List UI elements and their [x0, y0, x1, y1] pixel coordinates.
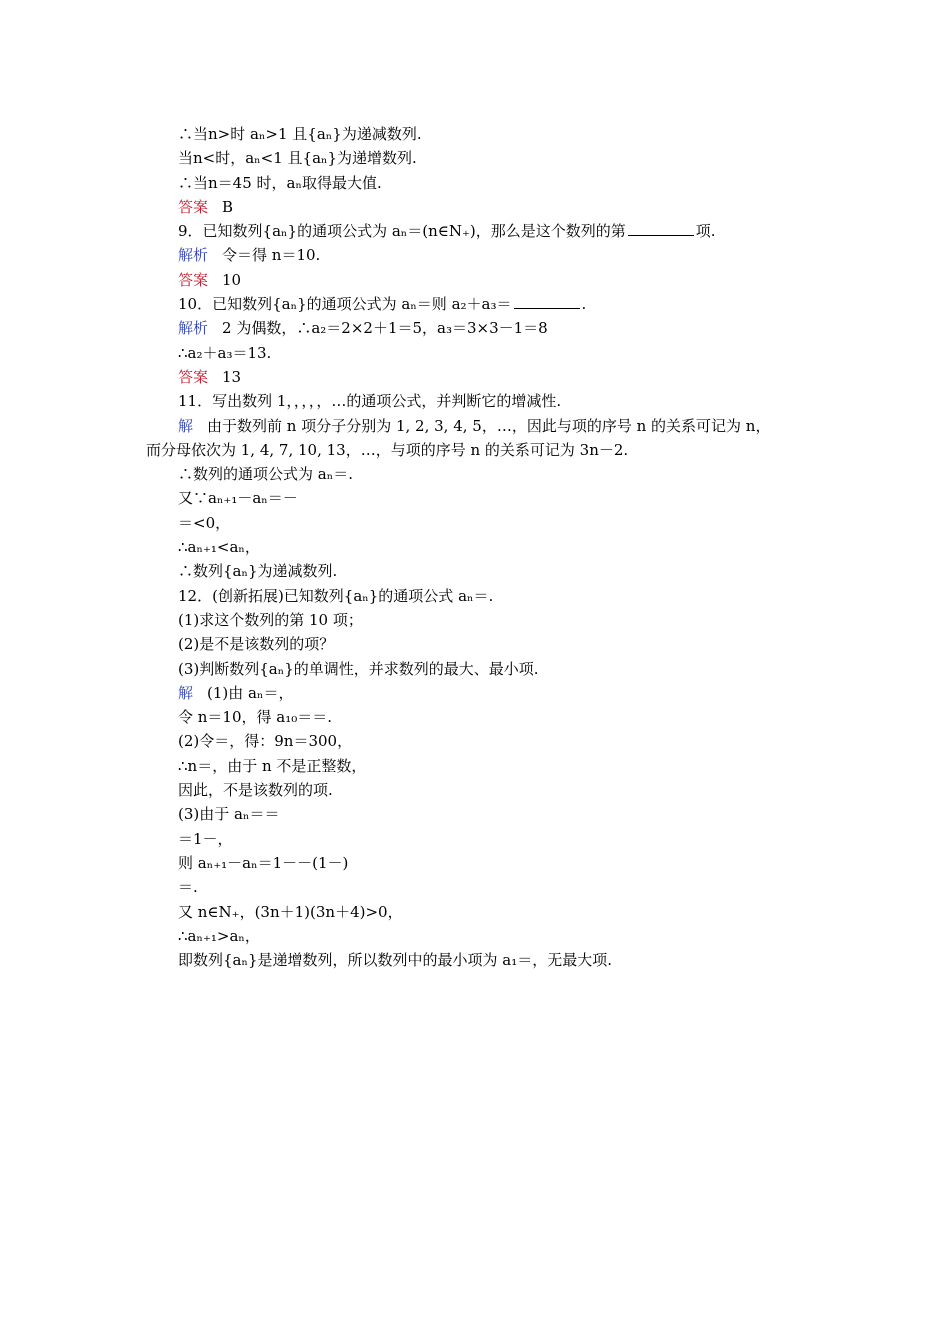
text-line	[0, 608, 950, 632]
line-text: 即数列{aₙ}是递增数列，所以数列中的最小项为 a₁＝，无最大项.	[178, 951, 613, 970]
line-text: B	[222, 197, 234, 216]
line-text: 则 aₙ₊₁－aₙ＝1－－(1－)	[178, 853, 349, 872]
line-text-after: 项.	[695, 222, 716, 241]
text-line	[0, 778, 950, 802]
text-line	[0, 924, 950, 948]
line-text: 而分母依次为 1, 4, 7, 10, 13，…，与项的序号 n 的关系可记为 3n－2.	[146, 440, 629, 459]
text-line	[0, 365, 950, 389]
text-line	[0, 268, 950, 292]
line-text: ∴aₙ₊₁>aₙ，	[178, 926, 260, 945]
line-text: ∴数列的通项公式为 aₙ＝.	[178, 465, 353, 484]
line-text: ∴a₂＋a₃＝13.	[178, 343, 272, 362]
line-text: 又 n∈N₊，(3n＋1)(3n＋4)>0，	[178, 902, 403, 921]
text-line	[0, 462, 950, 486]
line-text: 10．已知数列{aₙ}的通项公式为 aₙ＝则 a₂＋a₃＝	[178, 295, 512, 314]
text-line	[0, 389, 950, 413]
answer-label: 答案	[178, 270, 209, 289]
answer-blank	[514, 294, 580, 309]
text-line	[0, 681, 950, 705]
text-line	[0, 511, 950, 535]
line-text: ∴当n>时 aₙ>1 且{aₙ}为递减数列.	[178, 125, 422, 143]
line-text: ＝<0，	[178, 513, 231, 532]
line-text: 又∵aₙ₊₁－aₙ＝－	[178, 489, 298, 508]
line-text: 由于数列前 n 项分子分别为 1, 2, 3, 4, 5，…，因此与项的序号 n 的关系可记为 n，	[207, 416, 771, 435]
text-line	[0, 486, 950, 510]
line-text: (2)是不是该数列的项？	[178, 635, 335, 654]
text-line	[0, 754, 950, 778]
text-line	[0, 535, 950, 559]
text-line	[0, 146, 950, 170]
text-line	[0, 584, 950, 608]
line-text: 因此，不是该数列的项.	[178, 781, 333, 800]
line-text: 11．写出数列 1，，，，，…的通项公式，并判断它的增减性.	[178, 392, 562, 411]
text-line	[0, 438, 950, 462]
line-text: 9．已知数列{aₙ}的通项公式为 aₙ＝(n∈N₊)，那么是这个数列的第	[178, 222, 626, 241]
text-line	[0, 122, 950, 146]
text-line	[0, 632, 950, 656]
line-text: (3)由于 aₙ＝＝	[178, 805, 280, 824]
line-text: (2)令＝，得：9n＝300，	[178, 732, 353, 751]
text-line	[0, 292, 950, 316]
line-text: 当n<时，aₙ<1 且{aₙ}为递增数列.	[178, 149, 417, 168]
analysis-label: 解析	[178, 319, 209, 338]
text-line	[0, 195, 950, 219]
text-line	[0, 802, 950, 826]
text-line	[0, 657, 950, 681]
text-line	[0, 827, 950, 851]
answer-label: 答案	[178, 197, 209, 216]
text-line	[0, 171, 950, 195]
answer-label: 答案	[178, 367, 209, 386]
line-text: ∴数列{aₙ}为递减数列.	[178, 562, 338, 581]
solution-label: 解	[178, 416, 194, 435]
answer-blank	[628, 221, 694, 236]
text-line	[0, 559, 950, 583]
line-text: 12．(创新拓展)已知数列{aₙ}的通项公式 aₙ＝.	[178, 586, 494, 605]
line-text: 2 为偶数，∴a₂＝2×2＋1＝5，a₃＝3×3－1＝8	[222, 319, 548, 338]
line-text: ∴n＝，由于 n 不是正整数，	[178, 756, 367, 775]
line-text: ∴aₙ₊₁<aₙ，	[178, 538, 260, 557]
text-line	[0, 851, 950, 875]
line-text: 13	[222, 367, 242, 386]
analysis-label: 解析	[178, 246, 209, 265]
document-body	[0, 122, 950, 972]
line-text: (3)判断数列{aₙ}的单调性，并求数列的最大、最小项.	[178, 659, 539, 678]
text-line	[0, 705, 950, 729]
line-text: ＝.	[178, 878, 198, 897]
line-text: (1)由 aₙ＝，	[207, 683, 294, 702]
line-text: (1)求这个数列的第 10 项；	[178, 610, 363, 629]
solution-label: 解	[178, 683, 194, 702]
line-text-after: .	[581, 295, 587, 314]
text-line	[0, 414, 950, 438]
text-line	[0, 316, 950, 340]
line-text: ＝1－，	[178, 829, 233, 848]
text-line	[0, 243, 950, 267]
text-line	[0, 875, 950, 899]
line-text: 10	[222, 270, 242, 289]
line-text: ∴当n＝45 时，aₙ取得最大值.	[178, 173, 382, 192]
text-line	[0, 948, 950, 972]
text-line	[0, 729, 950, 753]
text-line	[0, 341, 950, 365]
line-text: 令 n＝10，得 a₁₀＝＝.	[178, 708, 333, 727]
text-line	[0, 900, 950, 924]
line-text: 令＝得 n＝10.	[222, 246, 321, 265]
text-line	[0, 219, 950, 243]
